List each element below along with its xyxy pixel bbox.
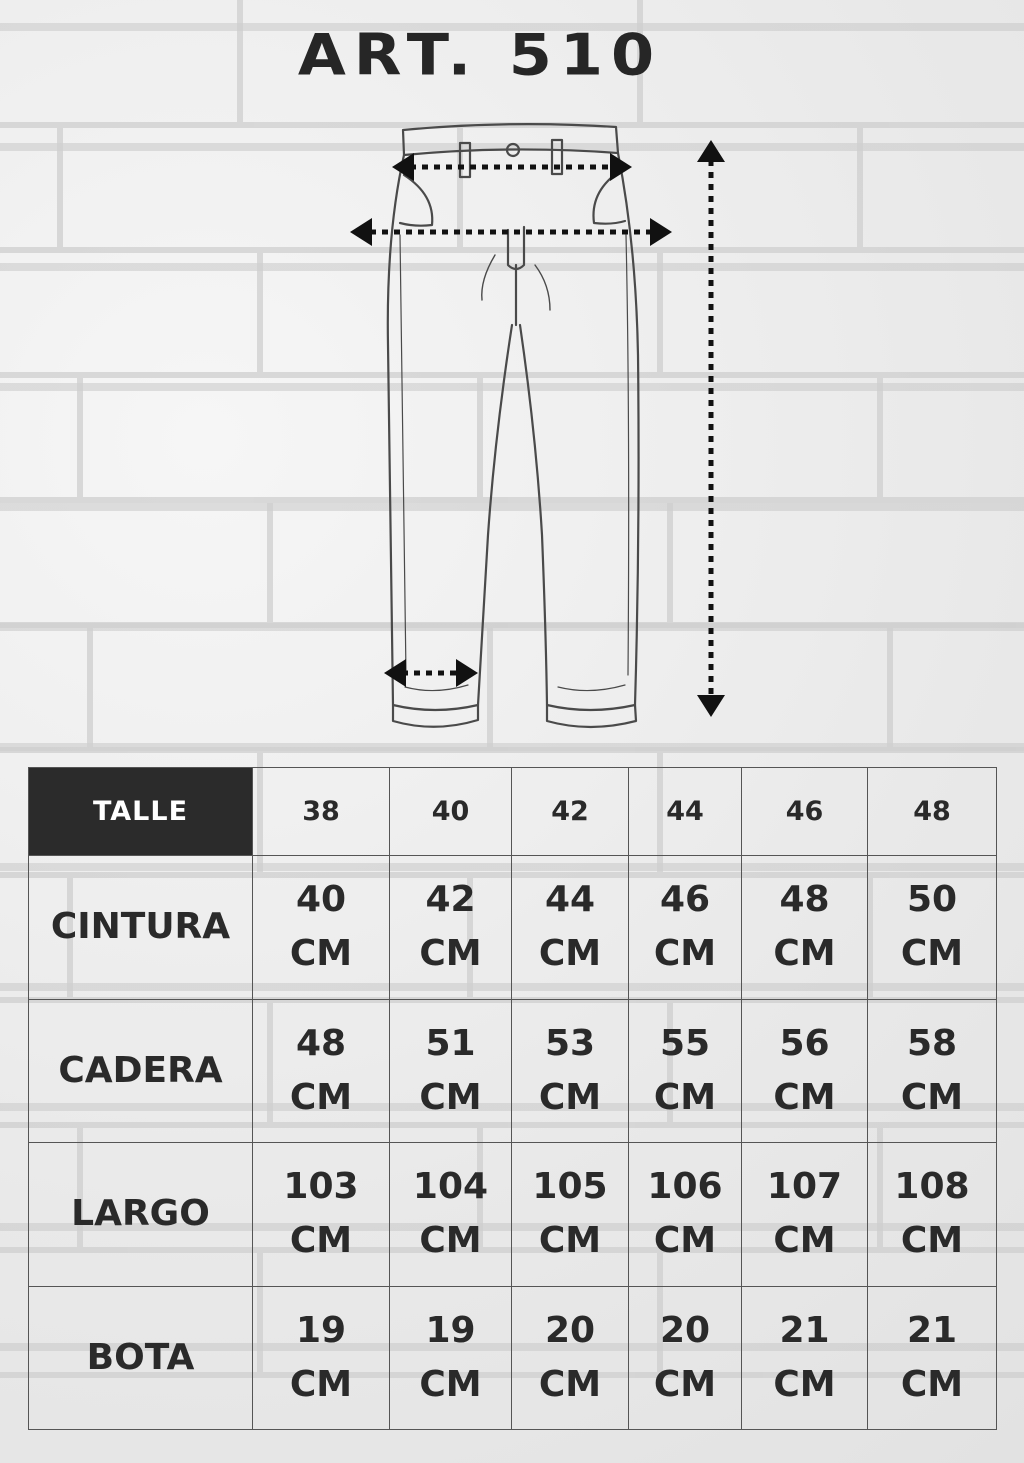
row-label-cadera: CADERA [29,999,253,1142]
measure-unit: CM [538,933,602,975]
measure-cell [512,1143,629,1286]
measure-unit: CM [900,1363,964,1405]
measure-unit: CM [289,1076,353,1118]
measure-cell [512,999,629,1142]
measure-value: 40 [295,879,347,921]
measure-value: 48 [779,879,830,921]
table-row-largo [29,1143,997,1286]
measure-value: 44 [544,879,596,921]
measure-unit: CM [419,1220,482,1262]
measure-cell [390,1286,512,1429]
measure-unit: CM [900,1220,964,1262]
measure-cell [868,856,997,999]
measure-value: 48 [295,1022,347,1064]
measure-cell [629,1143,742,1286]
measure-cell [512,856,629,999]
measure-unit: CM [289,1220,353,1262]
row-label-bota: BOTA [29,1286,253,1429]
measure-value: 21 [779,1309,830,1351]
measure-cell [742,999,868,1142]
measure-unit: CM [773,1363,836,1405]
table-row-bota [29,1286,997,1429]
measure-unit: CM [538,1076,602,1118]
measure-unit: CM [653,1363,717,1405]
measure-unit: CM [538,1363,602,1405]
size-header-cell: 44 [629,768,742,856]
measure-cell [629,856,742,999]
measure-value: 19 [425,1309,476,1351]
measure-cell [253,1286,390,1429]
measure-unit: CM [773,933,836,975]
measure-cell [868,1286,997,1429]
measure-value: 103 [283,1166,359,1208]
measure-unit: CM [773,1076,836,1118]
length-arrow-icon [697,140,725,717]
measure-cell [390,856,512,999]
talle-header-cell: TALLE [29,768,253,856]
measure-value: 20 [659,1309,711,1351]
measure-cell [253,1143,390,1286]
waist-arrow-icon [392,153,632,181]
measure-unit: CM [653,1220,717,1262]
table-row-cadera [29,999,997,1142]
measure-value: 51 [425,1022,476,1064]
measure-value: 50 [906,879,958,921]
measure-value: 42 [425,879,476,921]
measure-unit: CM [900,933,964,975]
measure-cell [742,856,868,999]
measure-unit: CM [773,1220,836,1262]
measure-cell [253,856,390,999]
size-header-cell: 46 [742,768,868,856]
measure-value: 56 [779,1022,830,1064]
measure-cell [868,1143,997,1286]
measure-unit: CM [538,1220,602,1262]
measure-cell [629,1286,742,1429]
measure-cell [742,1143,868,1286]
hem-arrow-icon [384,659,478,687]
measure-unit: CM [419,1363,482,1405]
measure-cell [390,999,512,1142]
pants-outline-icon [340,115,740,740]
measure-unit: CM [289,933,353,975]
measure-cell [253,999,390,1142]
row-label-cintura: CINTURA [29,856,253,999]
measure-value: 104 [412,1166,489,1208]
size-header-cell: 48 [868,768,997,856]
measure-cell [512,1286,629,1429]
size-header-cell: 42 [512,768,629,856]
measure-value: 19 [295,1309,347,1351]
measure-cell [868,999,997,1142]
measure-cell [742,1286,868,1429]
measure-value: 21 [906,1309,958,1351]
measure-value: 58 [906,1022,958,1064]
measure-value: 105 [532,1166,608,1208]
size-header-cell: 40 [390,768,512,856]
size-chart-table [28,767,997,1430]
measure-cell [390,1143,512,1286]
measure-value: 53 [544,1022,596,1064]
table-row-cintura [29,856,997,999]
measure-unit: CM [419,1076,482,1118]
measure-unit: CM [653,933,717,975]
measure-value: 106 [647,1166,723,1208]
table-header-row [29,768,997,856]
measure-value: 55 [659,1022,711,1064]
measure-value: 108 [894,1166,970,1208]
measure-value: 107 [766,1166,843,1208]
measure-cell [629,999,742,1142]
measure-unit: CM [289,1363,353,1405]
measure-unit: CM [900,1076,964,1118]
row-label-largo: LARGO [29,1143,253,1286]
measure-value: 20 [544,1309,596,1351]
measure-value: 46 [659,879,711,921]
measure-unit: CM [419,933,482,975]
size-header-cell: 38 [253,768,390,856]
measure-unit: CM [653,1076,717,1118]
article-title: ART. 510 [297,20,663,89]
